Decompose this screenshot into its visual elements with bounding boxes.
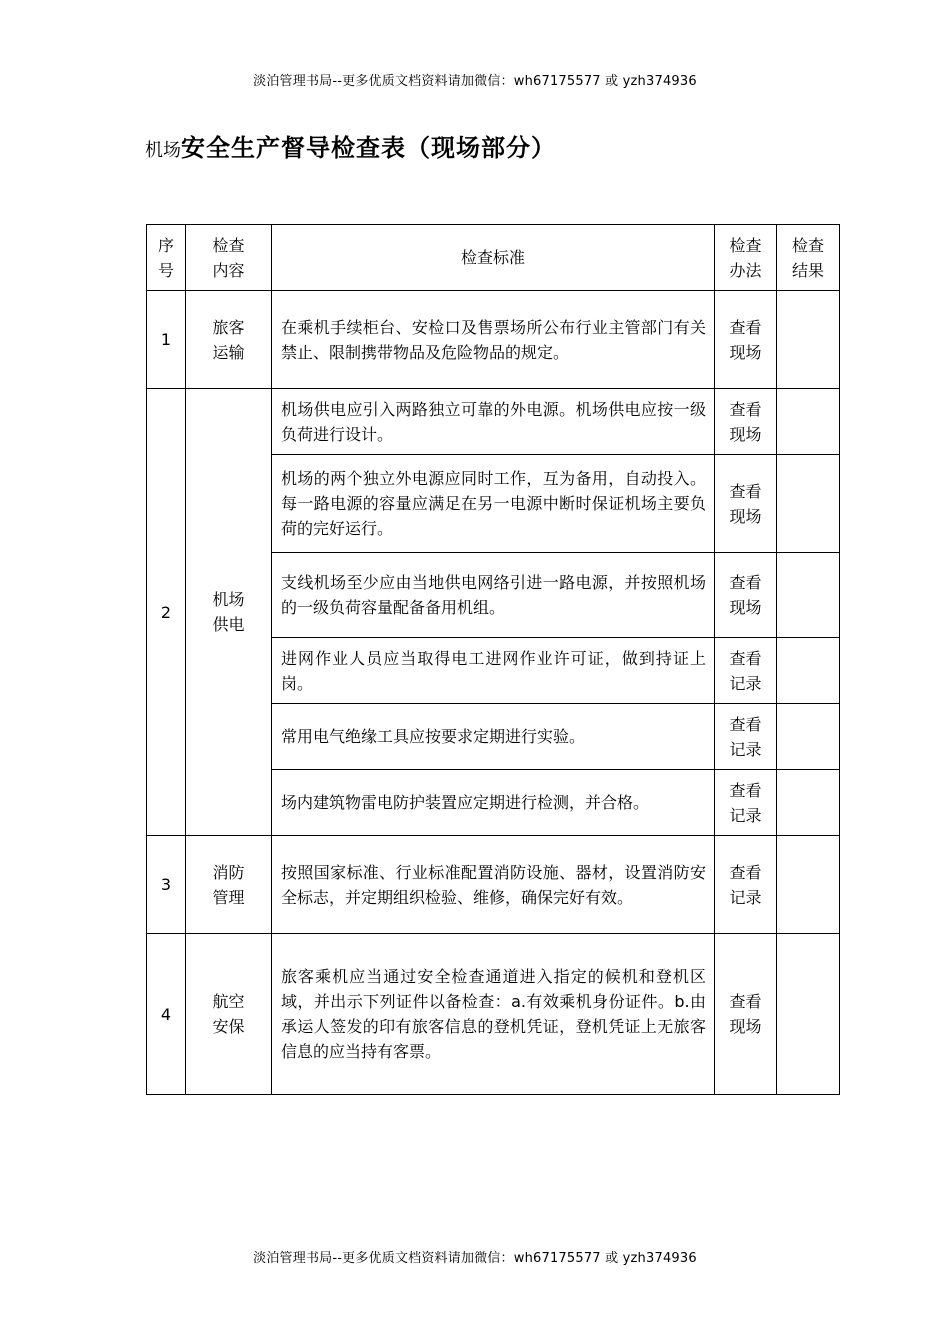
row-method: 查看现场 (715, 553, 777, 638)
row-standard: 机场的两个独立外电源应同时工作，互为备用，自动投入。每一路电源的容量应满足在另一电源中断时保证机场主要负荷的完好运行。 (272, 455, 715, 553)
table-row (147, 934, 840, 1095)
table-header-row (147, 225, 840, 291)
row-item: 机场供电 (186, 389, 272, 836)
row-method: 查看记录 (715, 704, 777, 770)
row-no: 1 (147, 291, 186, 389)
header-standard: 检查标准 (272, 225, 715, 291)
row-no: 4 (147, 934, 186, 1095)
row-standard: 按照国家标准、行业标准配置消防设施、器材，设置消防安全标志，并定期组织检验、维修，确保完好有效。 (272, 836, 715, 934)
row-item: 航空安保 (186, 934, 272, 1095)
page-title (145, 128, 556, 163)
row-result (777, 638, 840, 704)
row-standard: 在乘机手续柜台、安检口及售票场所公布行业主管部门有关禁止、限制携带物品及危险物品的规定。 (272, 291, 715, 389)
row-method: 查看现场 (715, 934, 777, 1095)
row-method: 查看记录 (715, 836, 777, 934)
table-row (147, 291, 840, 389)
page-header: 淡泊管理书局--更多优质文档资料请加微信：wh67175577 或 yzh374936 (253, 74, 697, 89)
row-standard: 场内建筑物雷电防护装置应定期进行检测，并合格。 (272, 770, 715, 836)
header-method: 检查办法 (715, 225, 777, 291)
table-row (147, 836, 840, 934)
row-item: 旅客运输 (186, 291, 272, 389)
row-result (777, 389, 840, 455)
row-method: 查看记录 (715, 770, 777, 836)
row-result (777, 934, 840, 1095)
row-no: 2 (147, 389, 186, 836)
row-standard: 旅客乘机应当通过安全检查通道进入指定的候机和登机区域，并出示下列证件以备检查：a.有效乘机身份证件。b.由承运人签发的印有旅客信息的登机凭证，登机凭证上无旅客信息的应当持有客票。 (272, 934, 715, 1095)
page-footer: 淡泊管理书局--更多优质文档资料请加微信：wh67175577 或 yzh374936 (253, 1251, 697, 1266)
row-result (777, 455, 840, 553)
row-method: 查看现场 (715, 291, 777, 389)
row-method: 查看现场 (715, 389, 777, 455)
row-item: 消防管理 (186, 836, 272, 934)
table-row (147, 389, 840, 455)
header-result: 检查结果 (777, 225, 840, 291)
page-title-main: 安全生产督导检查表（现场部分） (181, 134, 556, 162)
row-standard: 进网作业人员应当取得电工进网作业许可证，做到持证上岗。 (272, 638, 715, 704)
row-result (777, 553, 840, 638)
row-method: 查看现场 (715, 455, 777, 553)
row-method: 查看记录 (715, 638, 777, 704)
row-result (777, 291, 840, 389)
row-no: 3 (147, 836, 186, 934)
inspection-table (146, 224, 840, 1095)
header-no: 序号 (147, 225, 186, 291)
row-standard: 机场供电应引入两路独立可靠的外电源。机场供电应按一级负荷进行设计。 (272, 389, 715, 455)
row-result (777, 704, 840, 770)
row-standard: 常用电气绝缘工具应按要求定期进行实验。 (272, 704, 715, 770)
row-standard: 支线机场至少应由当地供电网络引进一路电源，并按照机场的一级负荷容量配备备用机组。 (272, 553, 715, 638)
header-item: 检查内容 (186, 225, 272, 291)
row-result (777, 836, 840, 934)
row-result (777, 770, 840, 836)
page-title-prefix: 机场 (145, 140, 181, 161)
